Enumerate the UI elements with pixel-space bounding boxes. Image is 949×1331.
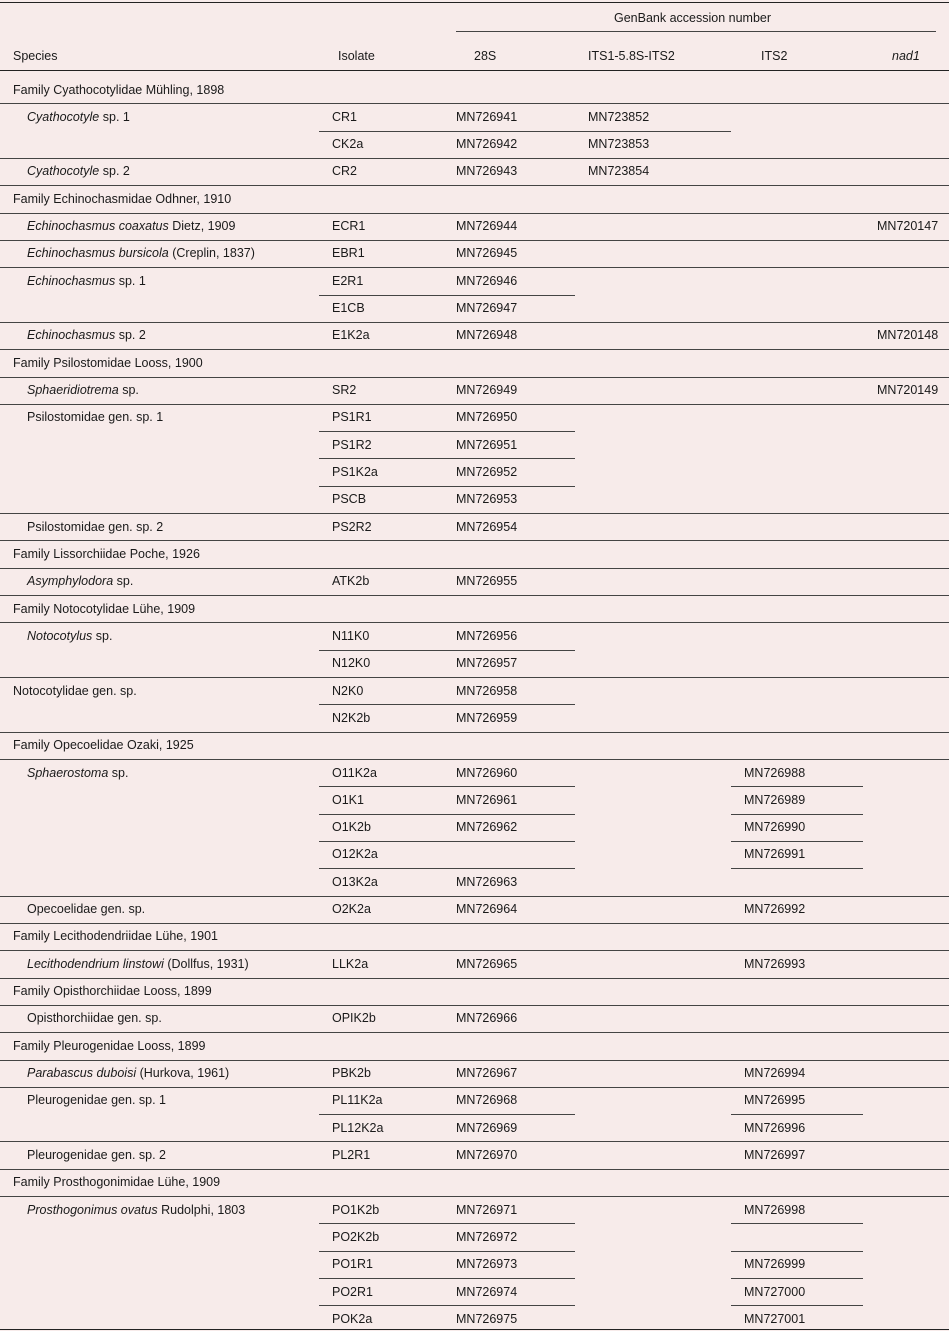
species-genus: Echinochasmus <box>27 328 116 343</box>
species-name <box>27 327 146 343</box>
accession-28s: MN726965 <box>456 956 518 971</box>
isolate-code: N2K0 <box>332 683 364 698</box>
accession-28s: MN726947 <box>456 301 518 316</box>
species-genus: Notocotylus <box>27 628 93 643</box>
row-rule <box>0 732 949 733</box>
species-name <box>27 765 128 781</box>
accession-its2: MN727001 <box>744 1311 806 1326</box>
its2-rule <box>731 868 863 869</box>
row-rule <box>0 540 949 541</box>
species-suffix: sp. <box>108 765 129 780</box>
species-name <box>27 409 163 425</box>
isolate-code: O12K2a <box>332 847 378 862</box>
species-name <box>27 1065 229 1081</box>
row-rule <box>0 1141 949 1142</box>
isolate-rule <box>319 1305 575 1306</box>
isolate-rule <box>319 704 575 705</box>
species-name <box>27 628 112 644</box>
row-rule <box>0 213 949 214</box>
accession-its2: MN726999 <box>744 1257 806 1272</box>
species-name <box>27 573 133 589</box>
accession-28s: MN726952 <box>456 464 518 479</box>
isolate-code: PL2R1 <box>332 1147 371 1162</box>
accession-28s: MN726945 <box>456 246 518 261</box>
accession-28s: MN726966 <box>456 1011 518 1026</box>
isolate-code: PL11K2a <box>332 1093 383 1108</box>
species-suffix: Opisthorchiidae gen. sp. <box>27 1011 162 1026</box>
accession-its2: MN726998 <box>744 1202 806 1217</box>
accession-28s: MN726962 <box>456 820 518 835</box>
family-heading: Family Notocotylidae Lühe, 1909 <box>13 601 196 616</box>
species-name <box>27 382 139 398</box>
isolate-code: O1K2b <box>332 820 371 835</box>
isolate-rule <box>319 841 575 842</box>
family-heading: Family Opecoelidae Ozaki, 1925 <box>13 738 194 753</box>
isolate-code: PO1R1 <box>332 1257 373 1272</box>
accession-28s: MN726963 <box>456 874 518 889</box>
row-rule <box>0 622 949 623</box>
accession-nad1: MN720149 <box>877 383 939 398</box>
accession-its1: MN723854 <box>588 164 650 179</box>
species-suffix: (Dollfus, 1931) <box>163 956 249 971</box>
species-name <box>27 1147 166 1163</box>
isolate-code: PO2K2b <box>332 1229 380 1244</box>
accession-28s: MN726964 <box>456 902 518 917</box>
isolate-code: EBR1 <box>332 246 365 261</box>
species-genus: Asymphylodora <box>27 574 114 589</box>
row-rule <box>0 896 949 897</box>
species-suffix: Notocotylidae gen. sp. <box>13 683 137 698</box>
family-heading: Family Cyathocotylidae Mühling, 1898 <box>13 82 225 97</box>
row-rule <box>0 158 949 159</box>
row-rule <box>0 923 949 924</box>
species-genus: Lecithodendrium linstowi <box>27 956 164 971</box>
species-name <box>13 683 137 699</box>
row-rule <box>0 950 949 951</box>
accession-its2: MN726991 <box>744 847 806 862</box>
species-name <box>27 901 145 917</box>
row-rule <box>0 595 949 596</box>
isolate-rule <box>319 786 575 787</box>
species-suffix: sp. 1 <box>99 109 130 124</box>
accession-28s: MN726967 <box>456 1066 518 1081</box>
family-heading: Family Prosthogonimidae Lühe, 1909 <box>13 1175 221 1190</box>
table-bottom-rule <box>0 1329 949 1330</box>
isolate-code: SR2 <box>332 383 357 398</box>
accession-nad1: MN720147 <box>877 219 939 234</box>
family-heading: Family Pleurogenidae Looss, 1899 <box>13 1038 206 1053</box>
accession-28s: MN726950 <box>456 410 518 425</box>
accession-its2: MN726996 <box>744 1120 806 1135</box>
isolate-code: PBK2b <box>332 1066 371 1081</box>
row-rule <box>0 267 949 268</box>
species-name <box>27 956 249 972</box>
row-rule <box>0 240 949 241</box>
species-name <box>27 1010 162 1026</box>
accession-its1: MN723852 <box>588 109 650 124</box>
species-suffix: (Hurkova, 1961) <box>136 1066 230 1081</box>
species-suffix: sp. 1 <box>115 273 146 288</box>
isolate-rule <box>319 1251 575 1252</box>
family-heading: Family Opisthorchiidae Looss, 1899 <box>13 984 212 999</box>
accession-its1: MN723853 <box>588 137 650 152</box>
isolate-code: PS1R2 <box>332 437 372 452</box>
accession-nad1: MN720148 <box>877 328 939 343</box>
accession-28s: MN726956 <box>456 628 518 643</box>
accession-28s: MN726972 <box>456 1229 518 1244</box>
species-genus: Sphaeridiotrema <box>27 383 119 398</box>
species-suffix: Psilostomidae gen. sp. 2 <box>27 519 164 534</box>
accession-28s: MN726948 <box>456 328 518 343</box>
isolate-rule <box>319 458 575 459</box>
species-name <box>27 519 163 535</box>
isolate-rule <box>319 131 575 132</box>
isolate-code: POK2a <box>332 1311 373 1326</box>
species-suffix: sp. <box>118 383 139 398</box>
accession-28s: MN726946 <box>456 273 518 288</box>
isolate-code: O2K2a <box>332 902 371 917</box>
species-genus: Prosthogonimus ovatus <box>27 1202 158 1217</box>
header-its1: ITS1-5.8S-ITS2 <box>588 49 675 63</box>
species-name <box>27 218 235 234</box>
row-rule <box>0 377 949 378</box>
accession-28s: MN726954 <box>456 519 518 534</box>
isolate-code: PO2R1 <box>332 1284 373 1299</box>
isolate-rule <box>319 1223 575 1224</box>
species-name <box>27 273 146 289</box>
row-rule <box>0 322 949 323</box>
accession-28s: MN726953 <box>456 492 518 507</box>
its2-rule <box>731 1251 863 1252</box>
row-rule <box>0 349 949 350</box>
isolate-code: N12K0 <box>332 656 371 671</box>
species-suffix: (Creplin, 1837) <box>168 246 255 261</box>
header-nad1: nad1 <box>892 49 920 63</box>
family-heading: Family Lecithodendriidae Lühe, 1901 <box>13 929 218 944</box>
species-suffix: Pleurogenidae gen. sp. 2 <box>27 1147 166 1162</box>
isolate-rule <box>319 868 575 869</box>
header-28s: 28S <box>474 49 497 63</box>
row-rule <box>0 1196 949 1197</box>
family-heading: Family Echinochasmidae Odhner, 1910 <box>13 191 232 206</box>
accession-28s: MN726975 <box>456 1311 518 1326</box>
row-rule <box>0 1032 949 1033</box>
isolate-rule <box>319 295 575 296</box>
species-suffix: Rudolphi, 1803 <box>157 1202 246 1217</box>
species-name <box>27 1202 245 1218</box>
accession-its2: MN726988 <box>744 765 806 780</box>
accession-28s: MN726961 <box>456 792 518 807</box>
species-suffix: Opecoelidae gen. sp. <box>27 902 146 917</box>
its2-rule <box>731 1114 863 1115</box>
header-species: Species <box>13 49 58 63</box>
isolate-code: E2R1 <box>332 273 364 288</box>
its2-rule <box>731 1223 863 1224</box>
isolate-code: N2K2b <box>332 710 371 725</box>
accession-28s: MN726943 <box>456 164 518 179</box>
accession-its2: MN726993 <box>744 956 806 971</box>
species-suffix: Dietz, 1909 <box>168 219 236 234</box>
species-name <box>27 245 255 261</box>
accession-its2: MN727000 <box>744 1284 806 1299</box>
species-genus: Echinochasmus bursicola <box>27 246 169 261</box>
accession-28s: MN726959 <box>456 710 518 725</box>
species-name <box>27 109 130 125</box>
isolate-code: E1CB <box>332 301 365 316</box>
isolate-rule <box>319 486 575 487</box>
isolate-code: PS1K2a <box>332 464 378 479</box>
species-suffix: sp. 2 <box>99 164 130 179</box>
row-rule <box>0 1169 949 1170</box>
row-rule <box>0 978 949 979</box>
its2-rule <box>731 1305 863 1306</box>
isolate-code: O11K2a <box>332 765 377 780</box>
species-genus: Cyathocotyle <box>27 109 100 124</box>
accession-its2: MN726989 <box>744 792 806 807</box>
accession-its2: MN726994 <box>744 1066 806 1081</box>
isolate-code: O1K1 <box>332 792 364 807</box>
isolate-code: E1K2a <box>332 328 370 343</box>
isolate-rule <box>319 1278 575 1279</box>
species-name <box>27 163 130 179</box>
row-rule <box>0 185 949 186</box>
isolate-code: CK2a <box>332 137 364 152</box>
isolate-code: OPIK2b <box>332 1011 376 1026</box>
accession-its2: MN726992 <box>744 902 806 917</box>
accession-28s: MN726970 <box>456 1147 518 1162</box>
isolate-rule <box>319 431 575 432</box>
accession-28s: MN726969 <box>456 1120 518 1135</box>
species-genus: Parabascus duboisi <box>27 1066 137 1081</box>
header-isolate: Isolate <box>338 49 375 63</box>
accession-its2: MN726997 <box>744 1147 806 1162</box>
row-rule <box>0 568 949 569</box>
species-genus: Sphaerostoma <box>27 765 109 780</box>
accession-28s: MN726973 <box>456 1257 518 1272</box>
isolate-rule <box>319 1114 575 1115</box>
row-rule <box>0 103 949 104</box>
accession-28s: MN726974 <box>456 1284 518 1299</box>
header-its2: ITS2 <box>761 49 788 63</box>
row-rule <box>0 1060 949 1061</box>
accession-28s: MN726941 <box>456 109 518 124</box>
isolate-code: PS1R1 <box>332 410 372 425</box>
its2-rule <box>731 1278 863 1279</box>
its2-rule <box>731 786 863 787</box>
species-suffix: sp. 2 <box>115 328 146 343</box>
isolate-rule <box>319 814 575 815</box>
accession-28s: MN726968 <box>456 1093 518 1108</box>
species-genus: Cyathocotyle <box>27 164 100 179</box>
accession-28s: MN726955 <box>456 574 518 589</box>
header-bottom-rule <box>0 70 949 71</box>
accession-its2: MN726990 <box>744 820 806 835</box>
isolate-code: N11K0 <box>332 628 370 643</box>
header-group-rule <box>456 31 936 32</box>
accession-its2: MN726995 <box>744 1093 806 1108</box>
isolate-code: CR1 <box>332 109 358 124</box>
isolate-code: PL12K2a <box>332 1120 384 1135</box>
its2-rule <box>731 841 863 842</box>
species-suffix: Pleurogenidae gen. sp. 1 <box>27 1093 166 1108</box>
accession-28s: MN726944 <box>456 219 518 234</box>
isolate-code: PSCB <box>332 492 367 507</box>
accession-28s: MN726949 <box>456 383 518 398</box>
accession-28s: MN726957 <box>456 656 518 671</box>
accession-28s: MN726942 <box>456 137 518 152</box>
accession-28s: MN726971 <box>456 1202 518 1217</box>
row-rule <box>0 1005 949 1006</box>
species-genus: Echinochasmus <box>27 273 116 288</box>
accession-28s: MN726951 <box>456 437 518 452</box>
its1-rule <box>575 131 731 132</box>
isolate-code: PO1K2b <box>332 1202 380 1217</box>
row-rule <box>0 404 949 405</box>
species-suffix: sp. <box>92 628 113 643</box>
isolate-code: PS2R2 <box>332 519 372 534</box>
header-genbank-group: GenBank accession number <box>614 11 772 25</box>
species-suffix: sp. <box>113 574 134 589</box>
row-rule <box>0 759 949 760</box>
row-rule <box>0 513 949 514</box>
species-suffix: Psilostomidae gen. sp. 1 <box>27 410 164 425</box>
family-heading: Family Psilostomidae Looss, 1900 <box>13 355 203 370</box>
accession-28s: MN726958 <box>456 683 518 698</box>
family-heading: Family Lissorchiidae Poche, 1926 <box>13 546 200 561</box>
isolate-code: CR2 <box>332 164 358 179</box>
species-genus: Echinochasmus coaxatus <box>27 219 169 234</box>
its2-rule <box>731 814 863 815</box>
accession-28s: MN726960 <box>456 765 518 780</box>
isolate-code: ATK2b <box>332 574 370 589</box>
row-rule <box>0 677 949 678</box>
row-rule <box>0 1087 949 1088</box>
isolate-code: O13K2a <box>332 874 378 889</box>
species-name <box>27 1092 166 1108</box>
table-top-rule <box>0 2 949 3</box>
isolate-rule <box>319 650 575 651</box>
isolate-code: LLK2a <box>332 956 369 971</box>
isolate-code: ECR1 <box>332 219 366 234</box>
